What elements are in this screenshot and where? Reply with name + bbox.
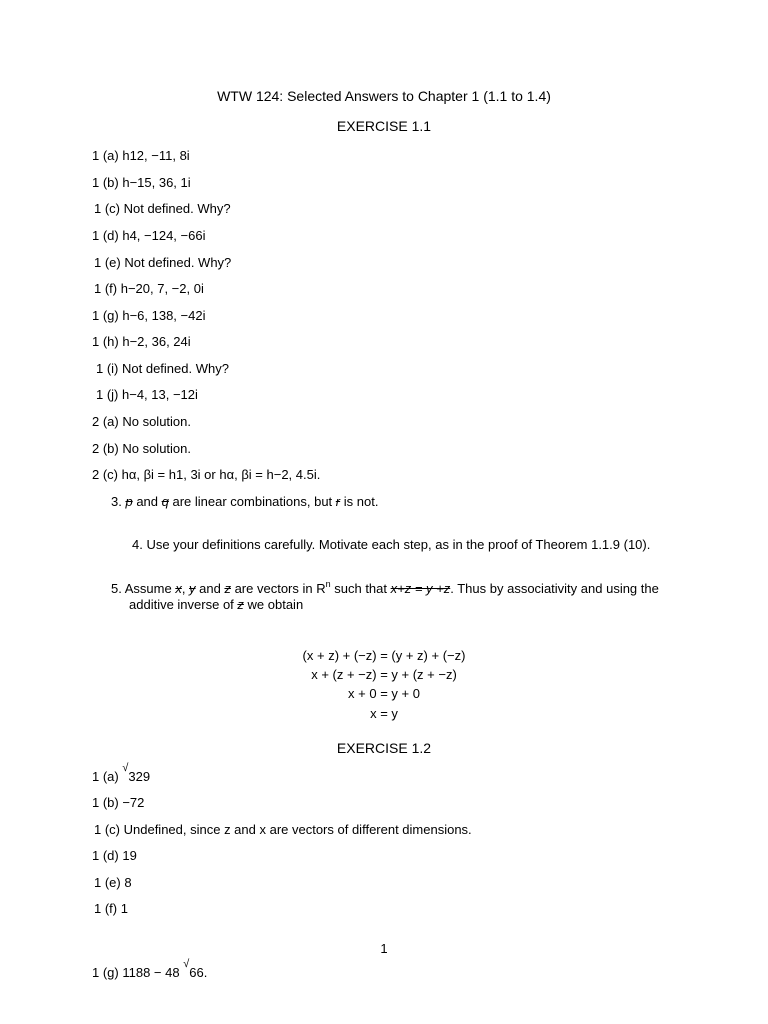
section-heading-exercise-1-1: EXERCISE 1.1 (336, 118, 432, 134)
equation-line-2: x + (z + −z) = y + (z + −z) (311, 667, 457, 682)
document-title: WTW 124: Selected Answers to Chapter 1 (1.1 to 1.4) (217, 88, 551, 104)
answer-5-intro: 5. Assume (111, 581, 176, 596)
answer-1-2-g-value: 66. (189, 965, 208, 980)
answer-3-and: and (132, 494, 162, 509)
vector-y: y (189, 581, 196, 596)
answer-5-such-that: such that (330, 581, 391, 596)
answer-3 (111, 494, 378, 510)
answer-4: 4. Use your definitions carefully. Motivate each step, as in the proof of Theorem 1.1.9 (10). (132, 537, 651, 552)
vector-q: q (161, 494, 169, 509)
answer-1f: 1 (f) h−20, 7, −2, 0i (94, 281, 204, 296)
equation-xz-yz: x+z = y +z (390, 581, 451, 596)
answer-1-2-a-value: 329 (128, 769, 151, 784)
answer-1-2-f: 1 (f) 1 (94, 901, 128, 916)
vector-x: x (175, 581, 182, 596)
answer-2b: 2 (b) No solution. (92, 441, 191, 456)
answer-1i: 1 (i) Not defined. Why? (96, 361, 229, 376)
vector-z: z (224, 581, 231, 596)
answer-1d: 1 (d) h4, −124, −66i (92, 228, 206, 243)
answer-5-line2-text: additive inverse of (129, 597, 238, 612)
answer-2a: 2 (a) No solution. (92, 414, 191, 429)
answer-3-prefix: 3. (111, 494, 126, 509)
answer-3-text2: is not. (340, 494, 379, 509)
comma: , (181, 581, 190, 596)
answer-5-tail: . Thus by associativity and using the (450, 581, 659, 596)
answer-1b: 1 (b) h−15, 36, 1i (92, 175, 191, 190)
superscript-n: n (325, 579, 331, 589)
page-number: 1 (380, 941, 388, 956)
and-word: and (195, 581, 225, 596)
answer-5-line2-tail: we obtain (243, 597, 304, 612)
answer-1e: 1 (e) Not defined. Why? (94, 255, 232, 270)
answer-1-2-g (92, 958, 208, 982)
answer-1g: 1 (g) h−6, 138, −42i (92, 308, 206, 323)
sqrt-symbol: √ (122, 762, 129, 774)
answer-1-2-e: 1 (e) 8 (94, 875, 132, 890)
answer-1j: 1 (j) h−4, 13, −12i (96, 387, 198, 402)
answer-2c: 2 (c) hα, βi = h1, 3i or hα, βi = h−2, 4.5i. (92, 467, 321, 482)
equation-line-3: x + 0 = y + 0 (348, 686, 420, 701)
answer-3-text1: are linear combinations, but (168, 494, 336, 509)
vector-z-2: z (237, 597, 244, 612)
sqrt-symbol-2: √ (183, 958, 190, 970)
answer-1c: 1 (c) Not defined. Why? (94, 201, 231, 216)
equation-line-4: x = y (370, 706, 398, 721)
answer-5-text: are vectors in R (230, 581, 326, 596)
answer-1h: 1 (h) h−2, 36, 24i (92, 334, 191, 349)
answer-1-2-a (92, 762, 151, 786)
answer-1-2-b: 1 (b) −72 (92, 795, 145, 810)
answer-5-line2 (129, 597, 303, 613)
answer-1-2-c: 1 (c) Undefined, since z and x are vectors of different dimensions. (94, 822, 472, 837)
answer-1-2-d: 1 (d) 19 (92, 848, 137, 863)
section-heading-exercise-1-2: EXERCISE 1.2 (336, 740, 432, 756)
answer-5-line1 (111, 581, 659, 598)
vector-p: p (125, 494, 133, 509)
equation-line-1: (x + z) + (−z) = (y + z) + (−z) (302, 648, 466, 663)
answer-1-2-a-label: 1 (a) (92, 769, 123, 784)
answer-1a: 1 (a) h12, −11, 8i (92, 148, 190, 163)
answer-1-2-g-label: 1 (g) 1188 − 48 (92, 965, 184, 980)
vector-r: r (335, 494, 341, 509)
